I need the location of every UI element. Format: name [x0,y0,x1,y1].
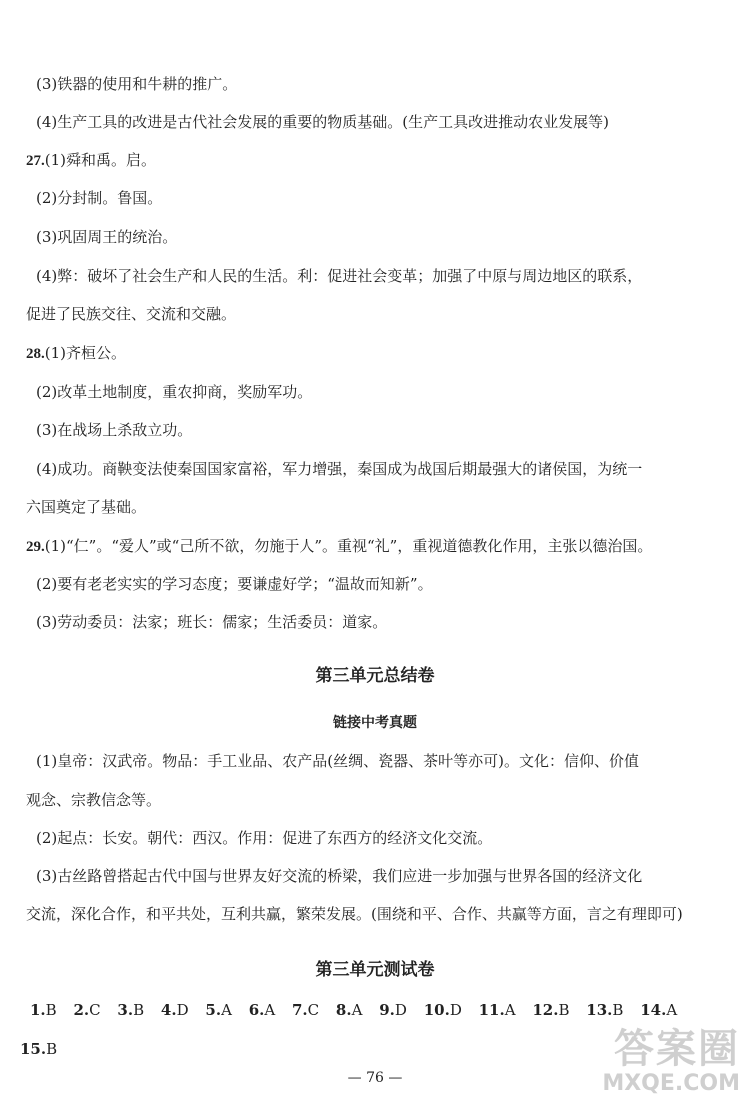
watermark-logo [590,1027,740,1107]
answer-line: 交流，深化合作，和平共处，互利共赢，繁荣发展。(围绕和平、合作、共赢等方面，言之有理即可) [26,905,683,923]
answer-item: 13.B [586,1001,624,1019]
section-title: 第三单元测试卷 [315,960,435,980]
answer-text: (1)“仁”。“爱人”或“己所不欲，勿施于人”。重视“礼”，重视道德教化作用，主张以德治国。 [44,537,653,555]
answer-item: 5.A [205,1001,232,1019]
question-29 [26,535,726,558]
answer-item: 2.C [73,1001,101,1019]
answer-item: 14.A [640,1001,678,1019]
answer-line: (3)劳动委员：法家；班长：儒家；生活委员：道家。 [36,613,388,631]
answer-line: 促进了民族交往、交流和交融。 [26,305,237,323]
watermark-url: MXQE.COM [602,1071,740,1096]
answer-item: 12.B [532,1001,570,1019]
answer-line: (4)生产工具的改进是古代社会发展的重要的物质基础。(生产工具改进推动农业发展等) [36,113,609,131]
section-title: 第三单元总结卷 [315,666,435,686]
question-27 [26,149,726,172]
answer-item: 8.A [335,1001,363,1019]
answer-line: (2)起点：长安。朝代：西汉。作用：促进了东西方的经济文化交流。 [36,829,493,847]
answer-item: 9.D [379,1001,407,1019]
question-number: 29. [26,539,45,555]
answer-item: 3.B [117,1001,145,1019]
answer-item: 6.A [248,1001,276,1019]
answer-line: (3)铁器的使用和牛耕的推广。 [36,75,238,93]
answer-line: (4)弊：破坏了社会生产和人民的生活。利：促进社会变革；加强了中原与周边地区的联系， [36,267,643,285]
page-number: — 76 — [347,1070,403,1086]
answer-line: (1)皇帝：汉武帝。物品：手工业品、农产品(丝绸、瓷器、茶叶等亦可)。文化：信仰、价值 [36,752,639,770]
answer-line: 观念、宗教信念等。 [26,791,162,809]
question-number: 28. [26,346,45,362]
question-number: 27. [26,153,45,169]
answer-item: 11.A [478,1001,516,1019]
answer-line: (2)要有老老实实的学习态度；要谦虚好学；“温故而知新”。 [36,575,433,593]
answer-line: (3)在战场上杀敌立功。 [36,421,193,439]
answer-item: 7.C [291,1001,320,1019]
answer-line: (3)古丝路曾搭起古代中国与世界友好交流的桥梁，我们应进一步加强与世界各国的经济文化 [36,867,643,885]
answer-text: (1)齐桓公。 [44,344,126,362]
answer-line: 六国奠定了基础。 [26,498,147,516]
answer-line: (3)巩固周王的统治。 [36,228,178,246]
answer-line: (2)改革土地制度，重农抑商，奖励军功。 [36,383,313,401]
answer-key-row [30,1001,689,1019]
answer-line: (2)分封制。鲁国。 [36,189,163,207]
answer-item: 15.B [20,1040,58,1058]
answer-item: 4.D [160,1001,189,1019]
answer-line: (4)成功。商鞅变法使秦国国家富裕，军力增强，秦国成为战国后期最强大的诸侯国，为统一 [36,460,643,478]
answer-item: 10.D [423,1001,462,1019]
watermark-text: 答案圈 [614,1026,740,1072]
answer-text: (1)舜和禹。启。 [44,151,156,169]
answer-key-row [20,1040,69,1058]
subsection-title: 链接中考真题 [333,715,417,731]
question-28 [26,342,726,365]
answer-item: 1.B [30,1001,57,1019]
